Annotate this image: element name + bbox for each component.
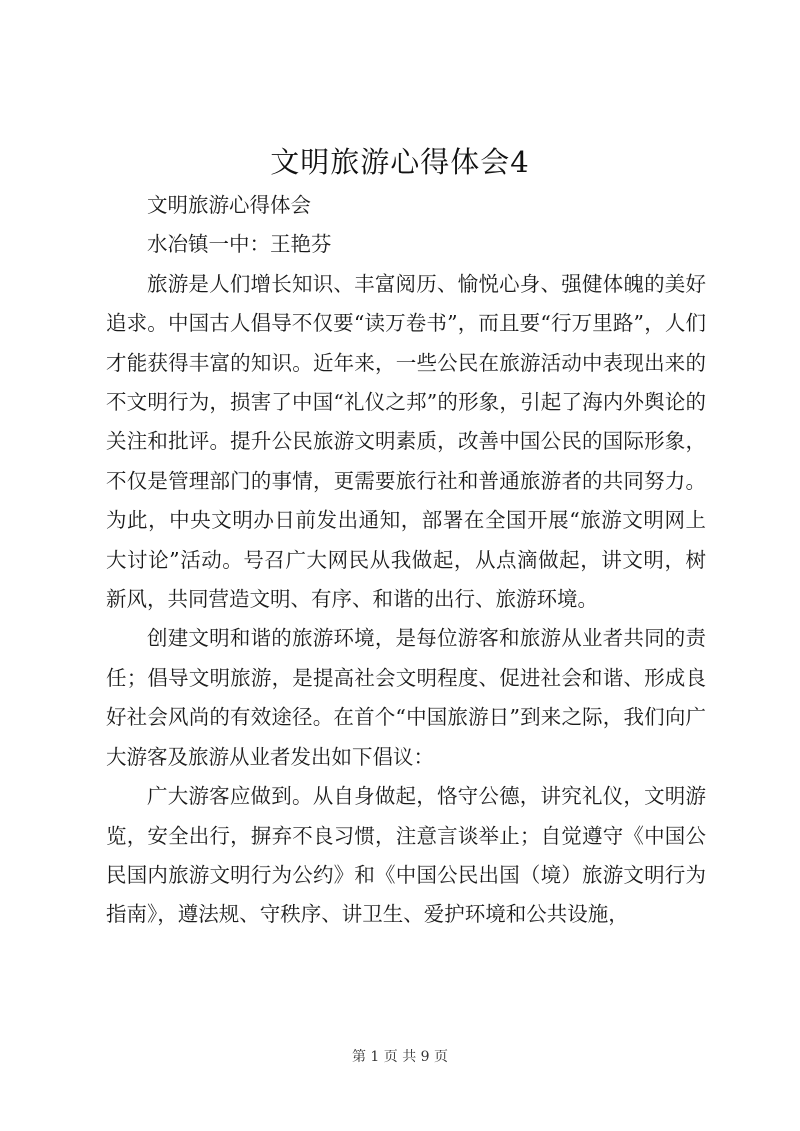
page-footer: 第 1 页 共 9 页 — [351, 1049, 449, 1065]
document-body — [106, 186, 706, 935]
author-paragraph: 水冶镇一中：王艳芬 — [147, 232, 332, 257]
body-paragraph: 创建文明和谐的旅游环境，是每位游客和旅游从业者共同的责任；倡导文明旅游，是提高社会文明程度、促进社会和谐、形成良好社会风尚的有效途径。在首个“中国旅游日”到来之际，我们向广大游客及旅游从业者发出如下倡议： — [106, 626, 706, 769]
subtitle-paragraph: 文明旅游心得体会 — [147, 193, 311, 217]
document-title: 文明旅游心得体会4 — [270, 145, 530, 179]
body-paragraph: 旅游是人们增长知识、丰富阅历、愉悦心身、强健体魄的美好追求。中国古人倡导不仅要“读万卷书”，而且要“行万里路”，人们才能获得丰富的知识。近年来，一些公民在旅游活动中表现出来的不文明行为，损害了中国“礼仪之邦”的形象，引起了海内外舆论的关注和批评。提升公民旅游文明素质，改善中国公民的国际形象，不仅是管理部门的事情，更需要旅行社和普通旅游者的共同努力。为此，中央文明办日前发出通知，部署在全国开展“旅游文明网上大讨论”活动。号召广大网民从我做起，从点滴做起，讲文明，树新风，共同营造文明、有序、和谐的出行、旅游环境。 — [106, 271, 706, 612]
body-paragraph: 广大游客应做到。从自身做起，恪守公德，讲究礼仪，文明游览，安全出行，摒弃不良习惯，注意言谈举止；自觉遵守《中国公民国内旅游文明行为公约》和《中国公民出国（境）旅游文明行为指南》，遵法规、守秩序、讲卫生、爱护环境和公共设施， — [106, 784, 706, 927]
